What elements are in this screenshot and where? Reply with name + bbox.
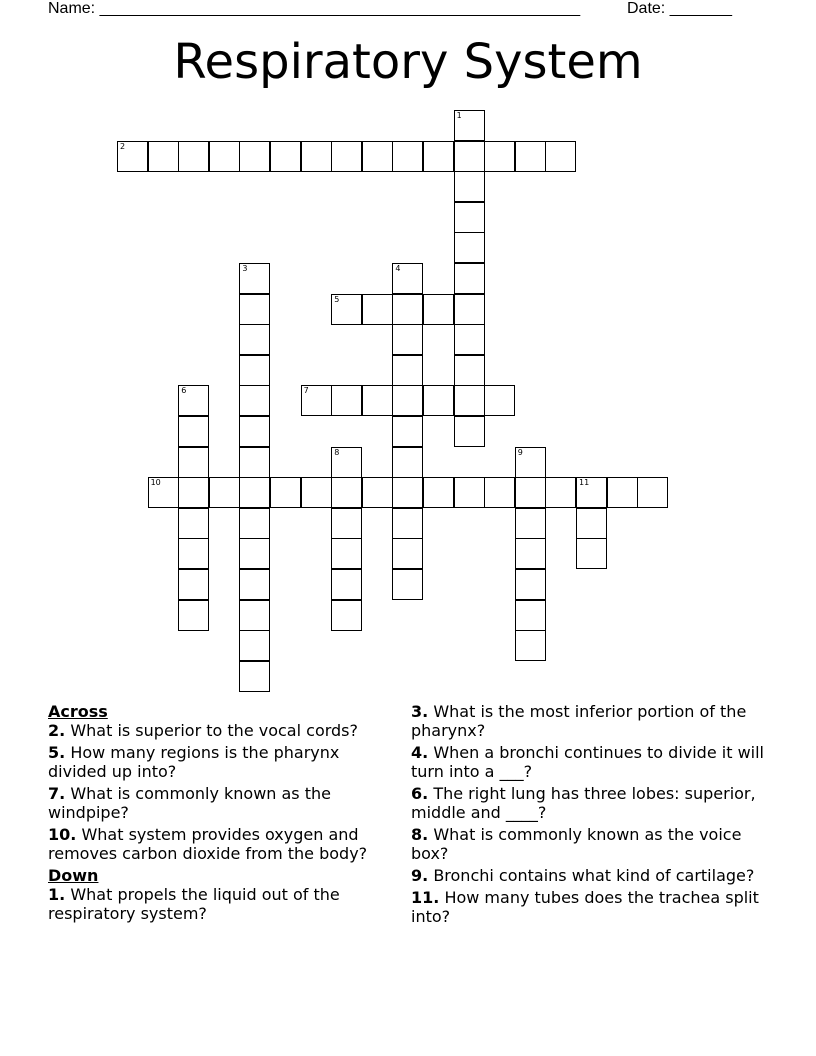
crossword-cell[interactable]	[392, 141, 423, 172]
clue-text: When a bronchi continues to divide it will turn into a ___?	[411, 743, 764, 781]
clue-text: What is commonly known as the windpipe?	[48, 784, 331, 822]
crossword-cell[interactable]	[239, 630, 270, 661]
crossword-cell[interactable]	[239, 569, 270, 600]
crossword-cell[interactable]	[576, 538, 607, 569]
crossword-cell[interactable]	[576, 508, 607, 539]
crossword-cell[interactable]	[423, 141, 454, 172]
cell-number: 2	[120, 141, 126, 151]
crossword-cell[interactable]	[209, 477, 240, 508]
cell-number: 6	[181, 386, 187, 396]
clues-left-column	[48, 702, 403, 926]
crossword-cell[interactable]	[239, 477, 270, 508]
clue-across-7	[48, 784, 403, 822]
down-heading: Down	[48, 866, 99, 885]
crossword-cell[interactable]	[331, 600, 362, 631]
name-field-label: Name: ______________________________________________________	[48, 0, 581, 17]
crossword-cell[interactable]	[178, 385, 209, 416]
clue-text: What is superior to the vocal cords?	[70, 721, 359, 740]
clue-number: 8.	[411, 825, 429, 844]
crossword-cell[interactable]	[239, 385, 270, 416]
crossword-cell[interactable]	[362, 294, 393, 325]
crossword-cell[interactable]	[392, 569, 423, 600]
cell-number: 10	[150, 478, 161, 488]
cell-number: 8	[334, 447, 340, 457]
crossword-cell[interactable]	[362, 141, 393, 172]
clue-across-10	[48, 825, 403, 863]
clue-number: 4.	[411, 743, 429, 762]
clue-text: The right lung has three lobes: superior, middle and ____?	[411, 784, 756, 822]
clue-down-4	[411, 743, 771, 781]
clue-number: 9.	[411, 866, 429, 885]
crossword-cell[interactable]	[576, 477, 607, 508]
crossword-cell[interactable]	[270, 141, 301, 172]
clue-text: How many regions is the pharynx divided up into?	[48, 743, 340, 781]
crossword-cell[interactable]	[239, 141, 270, 172]
crossword-cell[interactable]	[331, 447, 362, 478]
crossword-cell[interactable]	[454, 294, 485, 325]
crossword-cell[interactable]	[392, 416, 423, 447]
crossword-cell[interactable]	[178, 477, 209, 508]
crossword-cell[interactable]	[515, 600, 546, 631]
crossword-cell[interactable]	[239, 324, 270, 355]
clue-across-5	[48, 743, 403, 781]
crossword-cell[interactable]	[515, 569, 546, 600]
clue-text: What propels the liquid out of the respiratory system?	[48, 885, 340, 923]
crossword-cell[interactable]	[392, 294, 423, 325]
crossword-cell[interactable]	[178, 141, 209, 172]
crossword-cell[interactable]	[423, 385, 454, 416]
crossword-cell[interactable]	[454, 141, 485, 172]
crossword-cell[interactable]	[362, 385, 393, 416]
crossword-cell[interactable]	[239, 661, 270, 692]
crossword-cell[interactable]	[454, 232, 485, 263]
crossword-cell[interactable]	[239, 508, 270, 539]
crossword-cell[interactable]	[239, 355, 270, 386]
cell-number: 9	[517, 447, 523, 457]
crossword-cell[interactable]	[392, 538, 423, 569]
crossword-cell[interactable]	[239, 416, 270, 447]
crossword-cell[interactable]	[454, 171, 485, 202]
clue-text: How many tubes does the trachea split into?	[411, 888, 759, 926]
clue-number: 11.	[411, 888, 440, 907]
crossword-cell[interactable]	[515, 477, 546, 508]
clue-down-9	[411, 866, 771, 885]
crossword-cell[interactable]	[392, 263, 423, 294]
clue-down-11	[411, 888, 771, 926]
crossword-cell[interactable]	[331, 141, 362, 172]
crossword-cell[interactable]	[392, 508, 423, 539]
clue-number: 3.	[411, 702, 429, 721]
page-title: Respiratory System	[173, 34, 643, 90]
crossword-cell[interactable]	[454, 110, 485, 141]
clue-number: 5.	[48, 743, 66, 762]
crossword-cell[interactable]	[301, 385, 332, 416]
crossword-cell[interactable]	[178, 569, 209, 600]
crossword-cell[interactable]	[239, 447, 270, 478]
crossword-cell[interactable]	[454, 477, 485, 508]
cell-number: 7	[303, 386, 309, 396]
crossword-cell[interactable]	[301, 141, 332, 172]
crossword-cell[interactable]	[392, 324, 423, 355]
clue-text: Bronchi contains what kind of cartilage?	[433, 866, 755, 885]
crossword-cell[interactable]	[301, 477, 332, 508]
crossword-cell[interactable]	[362, 477, 393, 508]
clue-number: 1.	[48, 885, 66, 904]
crossword-cell[interactable]	[454, 263, 485, 294]
crossword-cell[interactable]	[239, 600, 270, 631]
crossword-cell[interactable]	[178, 600, 209, 631]
crossword-cell[interactable]	[331, 508, 362, 539]
crossword-cell[interactable]	[515, 630, 546, 661]
crossword-cell[interactable]	[607, 477, 638, 508]
crossword-cell[interactable]	[484, 141, 515, 172]
cell-number: 1	[456, 111, 462, 120]
crossword-cell[interactable]	[392, 477, 423, 508]
cell-number: 3	[242, 264, 248, 273]
crossword-cell[interactable]	[637, 477, 668, 508]
clue-across-2	[48, 721, 403, 740]
clue-text: What is commonly known as the voice box?	[411, 825, 742, 863]
crossword-cell[interactable]	[484, 477, 515, 508]
clue-number: 2.	[48, 721, 66, 740]
crossword-cell[interactable]	[331, 538, 362, 569]
clue-text: What is the most inferior portion of the pharynx?	[411, 702, 747, 740]
clue-down-6	[411, 784, 771, 822]
cell-number: 11	[579, 478, 590, 488]
crossword-cell[interactable]	[392, 355, 423, 386]
crossword-cell[interactable]	[515, 538, 546, 569]
clue-down-8	[411, 825, 771, 863]
crossword-cell[interactable]	[178, 508, 209, 539]
crossword-cell[interactable]	[454, 355, 485, 386]
crossword-cell[interactable]	[392, 447, 423, 478]
crossword-cell[interactable]	[454, 324, 485, 355]
crossword-cell[interactable]	[392, 385, 423, 416]
crossword-cell[interactable]	[331, 294, 362, 325]
crossword-cell[interactable]	[178, 538, 209, 569]
crossword-cell[interactable]	[515, 447, 546, 478]
crossword-cell[interactable]	[148, 141, 179, 172]
crossword-cell[interactable]	[423, 294, 454, 325]
clues-right-column	[411, 702, 771, 929]
cell-number: 5	[334, 294, 340, 304]
date-field-label: Date: _______	[627, 0, 732, 17]
crossword-cell[interactable]	[331, 569, 362, 600]
crossword-cell[interactable]	[454, 202, 485, 233]
crossword-cell[interactable]	[545, 477, 576, 508]
crossword-cell[interactable]	[117, 141, 148, 172]
crossword-cell[interactable]	[423, 477, 454, 508]
crossword-cell[interactable]	[454, 416, 485, 447]
crossword-cell[interactable]	[148, 477, 179, 508]
crossword-cell[interactable]	[515, 141, 546, 172]
clue-down-1	[48, 885, 403, 923]
crossword-cell[interactable]	[331, 477, 362, 508]
crossword-cell[interactable]	[331, 385, 362, 416]
crossword-cell[interactable]	[178, 447, 209, 478]
crossword-cell[interactable]	[239, 263, 270, 294]
crossword-cell[interactable]	[454, 385, 485, 416]
across-heading: Across	[48, 702, 108, 721]
clue-number: 10.	[48, 825, 77, 844]
clue-text: What system provides oxygen and removes carbon dioxide from the body?	[48, 825, 368, 863]
crossword-cell[interactable]	[515, 508, 546, 539]
crossword-cell[interactable]	[239, 538, 270, 569]
crossword-cell[interactable]	[178, 416, 209, 447]
crossword-cell[interactable]	[209, 141, 240, 172]
crossword-cell[interactable]	[239, 294, 270, 325]
clue-number: 6.	[411, 784, 429, 803]
crossword-cell[interactable]	[270, 477, 301, 508]
clue-number: 7.	[48, 784, 66, 803]
cell-number: 4	[395, 264, 401, 273]
crossword-cell[interactable]	[545, 141, 576, 172]
crossword-cell[interactable]	[484, 385, 515, 416]
clue-down-3	[411, 702, 771, 740]
